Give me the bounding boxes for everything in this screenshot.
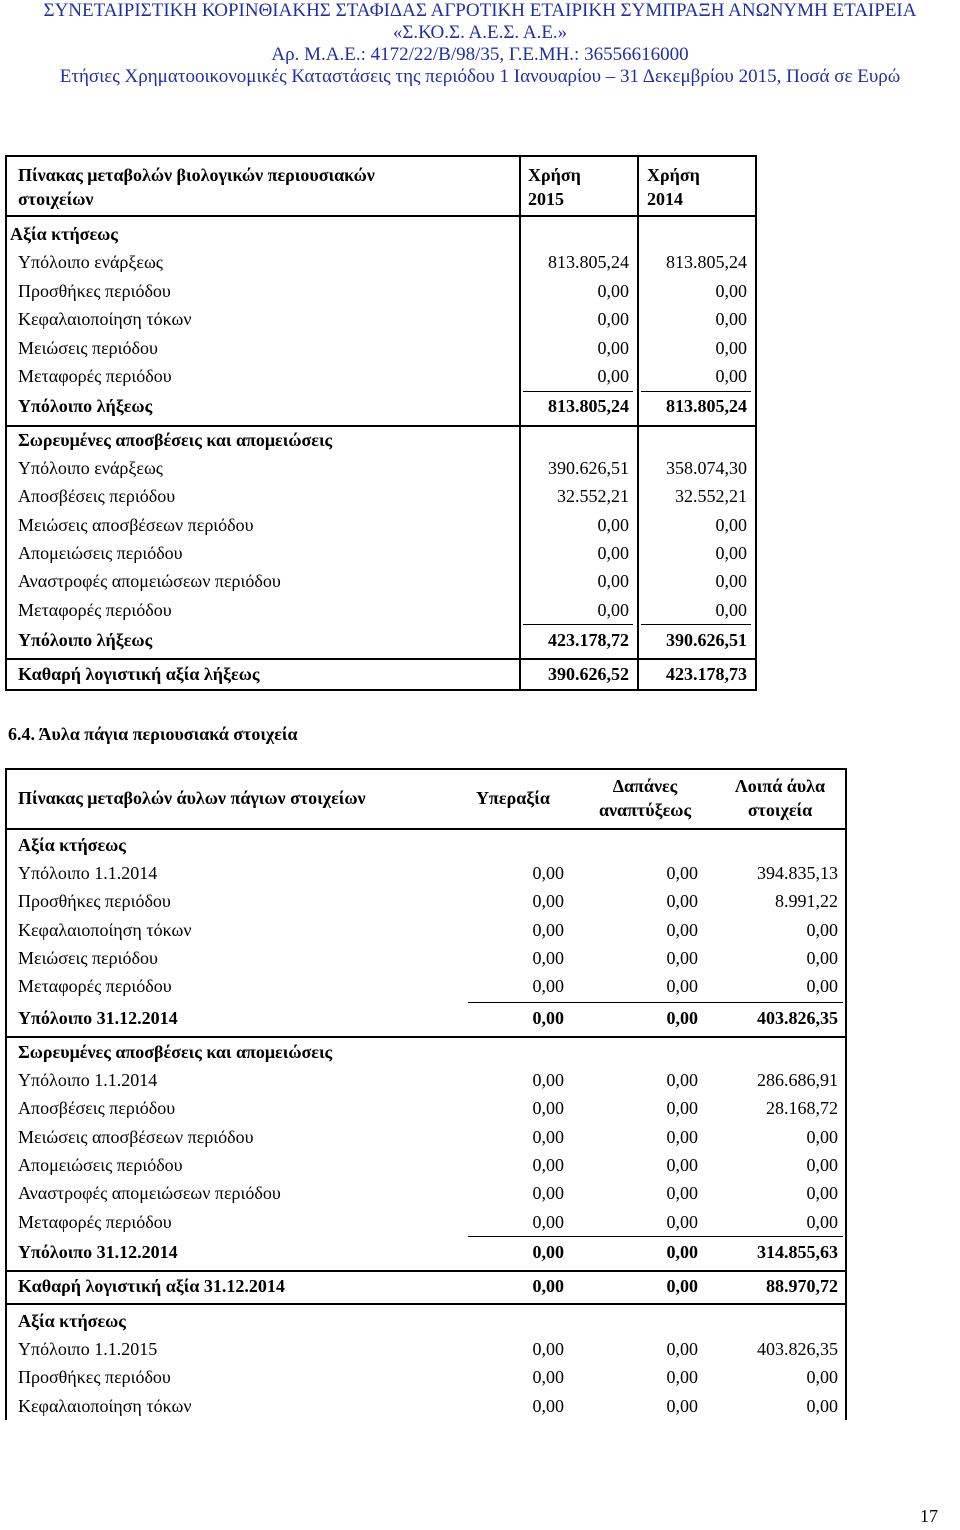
- row-value: 0,00: [666, 891, 698, 912]
- row-label: Μειώσεις περιόδου: [18, 947, 158, 968]
- row-value: 0,00: [532, 863, 564, 883]
- row-value: 0,00: [715, 280, 747, 301]
- table-row: [0, 1392, 960, 1420]
- row-value: 403.826,35: [757, 1339, 838, 1359]
- table-row: [0, 1179, 960, 1207]
- row-value: 0,00: [597, 309, 629, 329]
- row-value: 0,00: [806, 1395, 838, 1416]
- table-border: [5, 828, 847, 830]
- row-value: 358.074,30: [666, 458, 747, 478]
- column-header-development-costs: Δαπάνες αναπτύξεως: [598, 776, 692, 820]
- row-value: 0,00: [715, 571, 747, 592]
- row-value: 390.626,51: [548, 458, 629, 478]
- row-label: Μεταφορές περιόδου: [18, 366, 172, 386]
- row-value: 0,00: [532, 1070, 564, 1090]
- row-value: 286.686,91: [757, 1070, 838, 1090]
- net-value-row: Καθαρή λογιστική αξία λήξεως 390.626,52 423.178,73: [18, 664, 747, 684]
- row-label: Μεταφορές περιόδου: [18, 1211, 172, 1232]
- column-header-2014: Χρήση 2014: [647, 165, 700, 209]
- row-value: 0,00: [532, 976, 564, 997]
- company-short-name: «Σ.ΚΟ.Σ. Α.Ε.Σ. Α.Ε.»: [392, 22, 568, 43]
- row-label: Αποσβέσεις περιόδου: [18, 1098, 176, 1119]
- row-label: Υπόλοιπο ενάρξεως: [18, 252, 163, 272]
- row-label: Απομειώσεις περιόδου: [18, 1154, 183, 1175]
- row-value: 0,00: [666, 976, 698, 997]
- row-label: Υπόλοιπο 1.1.2014: [18, 1070, 158, 1090]
- column-header-2015: Χρήση 2015: [528, 165, 581, 209]
- table-row: [0, 972, 960, 1000]
- row-label: Μεταφορές περιόδου: [18, 599, 172, 620]
- row-value: 0,00: [715, 309, 747, 329]
- table-row: [0, 944, 960, 972]
- table-row: [0, 1123, 960, 1151]
- row-label: Μειώσεις περιόδου: [18, 337, 158, 358]
- row-value: 0,00: [806, 1183, 838, 1204]
- section-heading: Σωρευμένες αποσβέσεις και απομειώσεις: [18, 430, 333, 450]
- table-row: [0, 1335, 960, 1363]
- row-value: 28.168,72: [766, 1098, 838, 1119]
- row-value: 0,00: [806, 1211, 838, 1232]
- row-value: 0,00: [532, 1154, 564, 1175]
- total-row: Υπόλοιπο λήξεως 423.178,72 390.626,51: [18, 630, 747, 650]
- table-title: Πίνακας μεταβολών βιολογικών περιουσιακών στοιχείων: [18, 165, 375, 209]
- row-value: 0,00: [532, 1395, 564, 1416]
- row-value: 0,00: [597, 514, 629, 535]
- row-value: 813.805,24: [548, 252, 629, 272]
- row-label: Υπόλοιπο 1.1.2015: [18, 1339, 158, 1359]
- row-value: 813.805,24: [666, 252, 747, 272]
- statement-period: Ετήσιες Χρηματοοικονομικές Καταστάσεις της περιόδου 1 Ιανουαρίου – 31 Δεκεμβρίου 2015, Ποσά σε Ευρώ: [59, 66, 901, 87]
- row-label: Υπόλοιπο 1.1.2014: [18, 863, 158, 883]
- total-row: Υπόλοιπο 31.12.2014 0,00 0,00 403.826,35: [18, 1008, 838, 1028]
- row-value: 0,00: [666, 1126, 698, 1147]
- row-label: Κεφαλαιοποίηση τόκων: [18, 1395, 192, 1416]
- row-label: Μεταφορές περιόδου: [18, 976, 172, 997]
- row-value: 0,00: [532, 891, 564, 912]
- row-label: Αναστροφές απομειώσεων περιόδου: [18, 571, 281, 592]
- row-value: 0,00: [666, 1098, 698, 1119]
- row-label: Προσθήκες περιόδου: [18, 891, 171, 912]
- row-value: 0,00: [666, 1070, 698, 1090]
- page-number: 17: [920, 1506, 938, 1526]
- table-row: [0, 1208, 960, 1236]
- row-value: 0,00: [532, 1211, 564, 1232]
- row-value: 0,00: [532, 1126, 564, 1147]
- total-underline: [468, 1002, 843, 1003]
- row-label: Προσθήκες περιόδου: [18, 280, 171, 301]
- table-row: [0, 1151, 960, 1179]
- row-value: 0,00: [532, 919, 564, 940]
- row-value: 0,00: [532, 1098, 564, 1119]
- row-value: 0,00: [806, 1367, 838, 1388]
- row-label: Προσθήκες περιόδου: [18, 1367, 171, 1388]
- section-heading: Αξία κτήσεως: [18, 835, 126, 855]
- row-value: 0,00: [597, 366, 629, 386]
- row-value: 0,00: [666, 1154, 698, 1175]
- table-row: [0, 1066, 960, 1094]
- column-header-goodwill: Υπεραξία: [476, 788, 550, 808]
- row-value: 0,00: [597, 337, 629, 358]
- total-underline: [468, 1236, 843, 1237]
- row-value: 32.552,21: [675, 486, 747, 507]
- row-value: 0,00: [806, 1154, 838, 1175]
- row-value: 0,00: [666, 863, 698, 883]
- table-row: [0, 1094, 960, 1122]
- row-label: Μειώσεις αποσβέσεων περιόδου: [18, 514, 254, 535]
- row-value: 0,00: [806, 1126, 838, 1147]
- total-row: Υπόλοιπο 31.12.2014 0,00 0,00 314.855,63: [18, 1242, 838, 1262]
- row-value: 32.552,21: [557, 486, 629, 507]
- row-value: 0,00: [715, 514, 747, 535]
- row-value: 0,00: [532, 1339, 564, 1359]
- row-value: 0,00: [666, 1211, 698, 1232]
- row-value: 0,00: [532, 1183, 564, 1204]
- total-row: Υπόλοιπο λήξεως 813.805,24 813.805,24: [18, 396, 747, 416]
- row-label: Αποσβέσεις περιόδου: [18, 486, 176, 507]
- table-border: [5, 1303, 847, 1305]
- row-value: 0,00: [666, 1367, 698, 1388]
- row-value: 0,00: [597, 599, 629, 620]
- row-value: 0,00: [715, 337, 747, 358]
- table-row: [0, 1363, 960, 1391]
- section-heading: Αξία κτήσεως: [18, 1311, 126, 1331]
- table-border: [5, 768, 847, 770]
- row-value: 0,00: [666, 1339, 698, 1359]
- table-row: [0, 887, 960, 915]
- row-value: 394.835,13: [757, 863, 838, 883]
- row-value: 0,00: [532, 1367, 564, 1388]
- section-heading: Αξία κτήσεως: [10, 224, 118, 244]
- row-value: 0,00: [666, 919, 698, 940]
- column-header-other-intangibles: Λοιπά άυλα στοιχεία: [734, 776, 826, 820]
- row-value: 0,00: [597, 571, 629, 592]
- row-value: 0,00: [715, 366, 747, 386]
- row-label: Υπόλοιπο ενάρξεως: [18, 458, 163, 478]
- net-value-row: Καθαρή λογιστική αξία 31.12.2014 0,00 0,00 88.970,72: [18, 1276, 838, 1296]
- section-title: 6.4. Άυλα πάγια περιουσιακά στοιχεία: [8, 724, 298, 744]
- row-value: 0,00: [666, 1183, 698, 1204]
- row-value: 0,00: [715, 599, 747, 620]
- row-value: 0,00: [532, 947, 564, 968]
- section-heading: Σωρευμένες αποσβέσεις και απομειώσεις: [18, 1042, 333, 1062]
- row-value: 8.991,22: [775, 891, 838, 912]
- table-row: [0, 859, 960, 887]
- company-name: ΣΥΝΕΤΑΙΡΙΣΤΙΚΗ ΚΟΡΙΝΘΙΑΚΗΣ ΣΤΑΦΙΔΑΣ ΑΓΡΟΤΙΚΗ ΕΤΑΙΡΙΚΗ ΣΥΜΠΡΑΞΗ ΑΝΩΝΥΜΗ ΕΤΑΙΡΕΙΑ: [43, 0, 917, 21]
- row-value: 0,00: [806, 919, 838, 940]
- row-value: 0,00: [597, 542, 629, 563]
- row-value: 0,00: [666, 947, 698, 968]
- row-label: Κεφαλαιοποίηση τόκων: [18, 309, 192, 329]
- row-value: 0,00: [806, 947, 838, 968]
- table-title: Πίνακας μεταβολών άυλων πάγιων στοιχείων: [18, 788, 366, 808]
- row-value: 0,00: [666, 1395, 698, 1416]
- row-value: 0,00: [806, 976, 838, 997]
- row-value: 0,00: [597, 280, 629, 301]
- row-label: Απομειώσεις περιόδου: [18, 542, 183, 563]
- row-label: Μειώσεις αποσβέσεων περιόδου: [18, 1126, 254, 1147]
- row-label: Κεφαλαιοποίηση τόκων: [18, 919, 192, 940]
- table-row: [0, 916, 960, 944]
- row-label: Αναστροφές απομειώσεων περιόδου: [18, 1183, 281, 1204]
- registration-numbers: Αρ. Μ.Α.Ε.: 4172/22/Β/98/35, Γ.Ε.ΜΗ.: 36556616000: [271, 44, 689, 65]
- row-value: 0,00: [715, 542, 747, 563]
